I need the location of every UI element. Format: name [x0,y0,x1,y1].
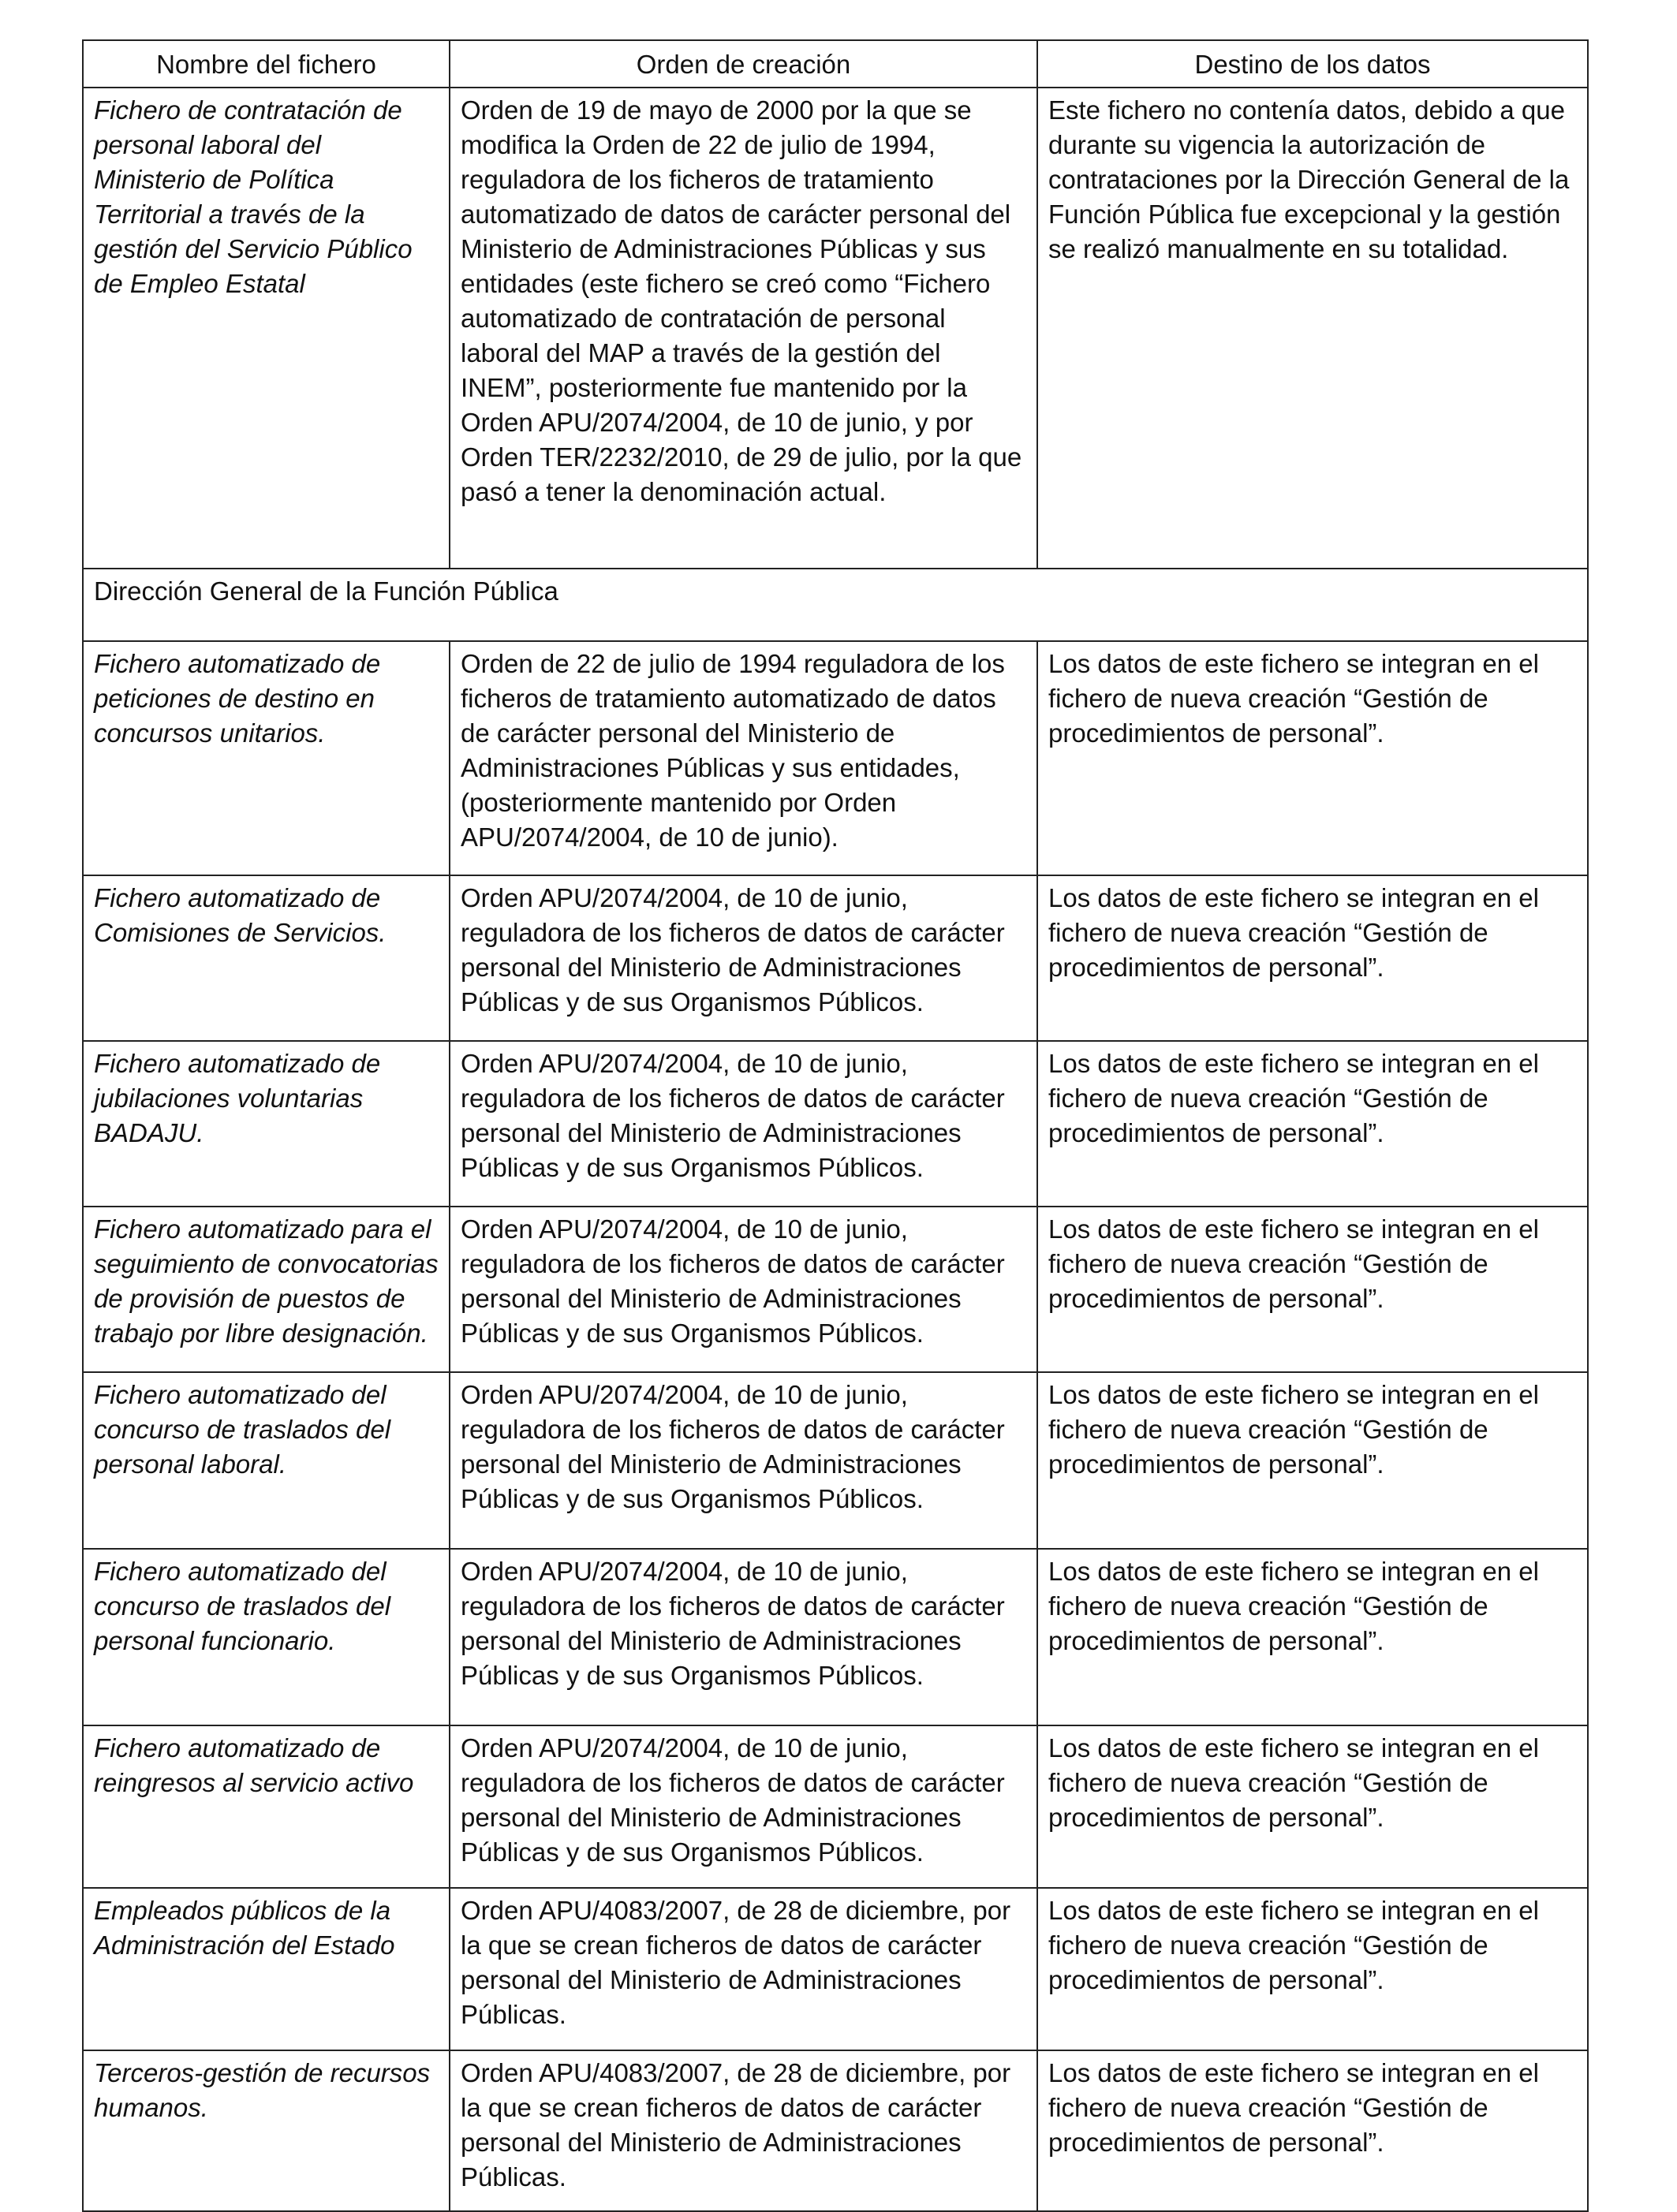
data-destination-cell: Los datos de este fichero se integran en el fichero de nueva creación “Gestión de procedimientos de personal”. [1037,1041,1588,1207]
section-row [83,569,1588,641]
table-row [83,1041,1588,1207]
file-name-cell: Empleados públicos de la Administración del Estado [83,1888,450,2050]
file-name-cell: Fichero automatizado del concurso de traslados del personal laboral. [83,1372,450,1549]
file-name-cell: Fichero automatizado de reingresos al servicio activo [83,1725,450,1888]
table-row [83,1549,1588,1725]
header-creation-order: Orden de creación [450,40,1037,88]
file-name-cell: Fichero automatizado de peticiones de destino en concursos unitarios. [83,641,450,875]
data-destination-cell: Los datos de este fichero se integran en el fichero de nueva creación “Gestión de procedimientos de personal”. [1037,1888,1588,2050]
creation-order-cell: Orden APU/2074/2004, de 10 de junio, reguladora de los ficheros de datos de carácter personal del Ministerio de Administraciones Públicas y de sus Organismos Públicos. [450,1041,1037,1207]
table-row [83,1725,1588,1888]
file-name-cell: Fichero automatizado para el seguimiento de convocatorias de provisión de puestos de trabajo por libre designación. [83,1207,450,1372]
table-row [83,1888,1588,2050]
creation-order-cell: Orden de 19 de mayo de 2000 por la que se modifica la Orden de 22 de julio de 1994, reguladora de los ficheros de tratamiento automatizado de datos de carácter personal del Ministerio de Administraciones Públicas y sus entidades (este fichero se creó como “Fichero automatizado de contratación de personal laboral del MAP a través de la gestión del INEM”, posteriormente fue mantenido por la Orden APU/2074/2004, de 10 de junio, y por Orden TER/2232/2010, de 29 de julio, por la que pasó a tener la denominación actual. [450,88,1037,569]
creation-order-cell: Orden APU/4083/2007, de 28 de diciembre, por la que se crean ficheros de datos de carácter personal del Ministerio de Administraciones Públicas. [450,2050,1037,2211]
file-name-cell: Terceros-gestión de recursos humanos. [83,2050,450,2211]
data-destination-cell: Los datos de este fichero se integran en el fichero de nueva creación “Gestión de procedimientos de personal”. [1037,2050,1588,2211]
file-name-cell: Fichero automatizado de jubilaciones voluntarias BADAJU. [83,1041,450,1207]
header-data-destination: Destino de los datos [1037,40,1588,88]
data-destination-cell: Este fichero no contenía datos, debido a que durante su vigencia la autorización de contrataciones por la Dirección General de la Función Pública fue excepcional y la gestión se realizó manualmente en su totalidad. [1037,88,1588,569]
creation-order-cell: Orden APU/4083/2007, de 28 de diciembre, por la que se crean ficheros de datos de carácter personal del Ministerio de Administraciones Públicas. [450,1888,1037,2050]
file-name-cell: Fichero automatizado de Comisiones de Servicios. [83,875,450,1041]
file-name-cell: Fichero de contratación de personal laboral del Ministerio de Política Territorial a través de la gestión del Servicio Público de Empleo Estatal [83,88,450,569]
table-row [83,2050,1588,2211]
header-file-name: Nombre del fichero [83,40,450,88]
creation-order-cell: Orden APU/2074/2004, de 10 de junio, reguladora de los ficheros de datos de carácter personal del Ministerio de Administraciones Públicas y de sus Organismos Públicos. [450,1725,1037,1888]
creation-order-cell: Orden de 22 de julio de 1994 reguladora de los ficheros de tratamiento automatizado de datos de carácter personal del Ministerio de Administraciones Públicas y sus entidades, (posteriormente mantenido por Orden APU/2074/2004, de 10 de junio). [450,641,1037,875]
creation-order-cell: Orden APU/2074/2004, de 10 de junio, reguladora de los ficheros de datos de carácter personal del Ministerio de Administraciones Públicas y de sus Organismos Públicos. [450,1207,1037,1372]
data-destination-cell: Los datos de este fichero se integran en el fichero de nueva creación “Gestión de procedimientos de personal”. [1037,1372,1588,1549]
table-body [83,88,1588,2211]
section-title: Dirección General de la Función Pública [83,569,1588,641]
creation-order-cell: Orden APU/2074/2004, de 10 de junio, reguladora de los ficheros de datos de carácter personal del Ministerio de Administraciones Públicas y de sus Organismos Públicos. [450,1549,1037,1725]
header-row [83,40,1588,88]
data-destination-cell: Los datos de este fichero se integran en el fichero de nueva creación “Gestión de procedimientos de personal”. [1037,641,1588,875]
table-row [83,88,1588,569]
table-row [83,875,1588,1041]
file-name-cell: Fichero automatizado del concurso de traslados del personal funcionario. [83,1549,450,1725]
creation-order-cell: Orden APU/2074/2004, de 10 de junio, reguladora de los ficheros de datos de carácter personal del Ministerio de Administraciones Públicas y de sus Organismos Públicos. [450,1372,1037,1549]
table-row [83,1372,1588,1549]
table-row [83,1207,1588,1372]
data-destination-cell: Los datos de este fichero se integran en el fichero de nueva creación “Gestión de procedimientos de personal”. [1037,1725,1588,1888]
creation-order-cell: Orden APU/2074/2004, de 10 de junio, reguladora de los ficheros de datos de carácter personal del Ministerio de Administraciones Públicas y de sus Organismos Públicos. [450,875,1037,1041]
table-row [83,641,1588,875]
data-destination-cell: Los datos de este fichero se integran en el fichero de nueva creación “Gestión de procedimientos de personal”. [1037,1549,1588,1725]
data-destination-cell: Los datos de este fichero se integran en el fichero de nueva creación “Gestión de procedimientos de personal”. [1037,875,1588,1041]
files-table [82,39,1589,2212]
table-header [83,40,1588,88]
data-destination-cell: Los datos de este fichero se integran en el fichero de nueva creación “Gestión de procedimientos de personal”. [1037,1207,1588,1372]
